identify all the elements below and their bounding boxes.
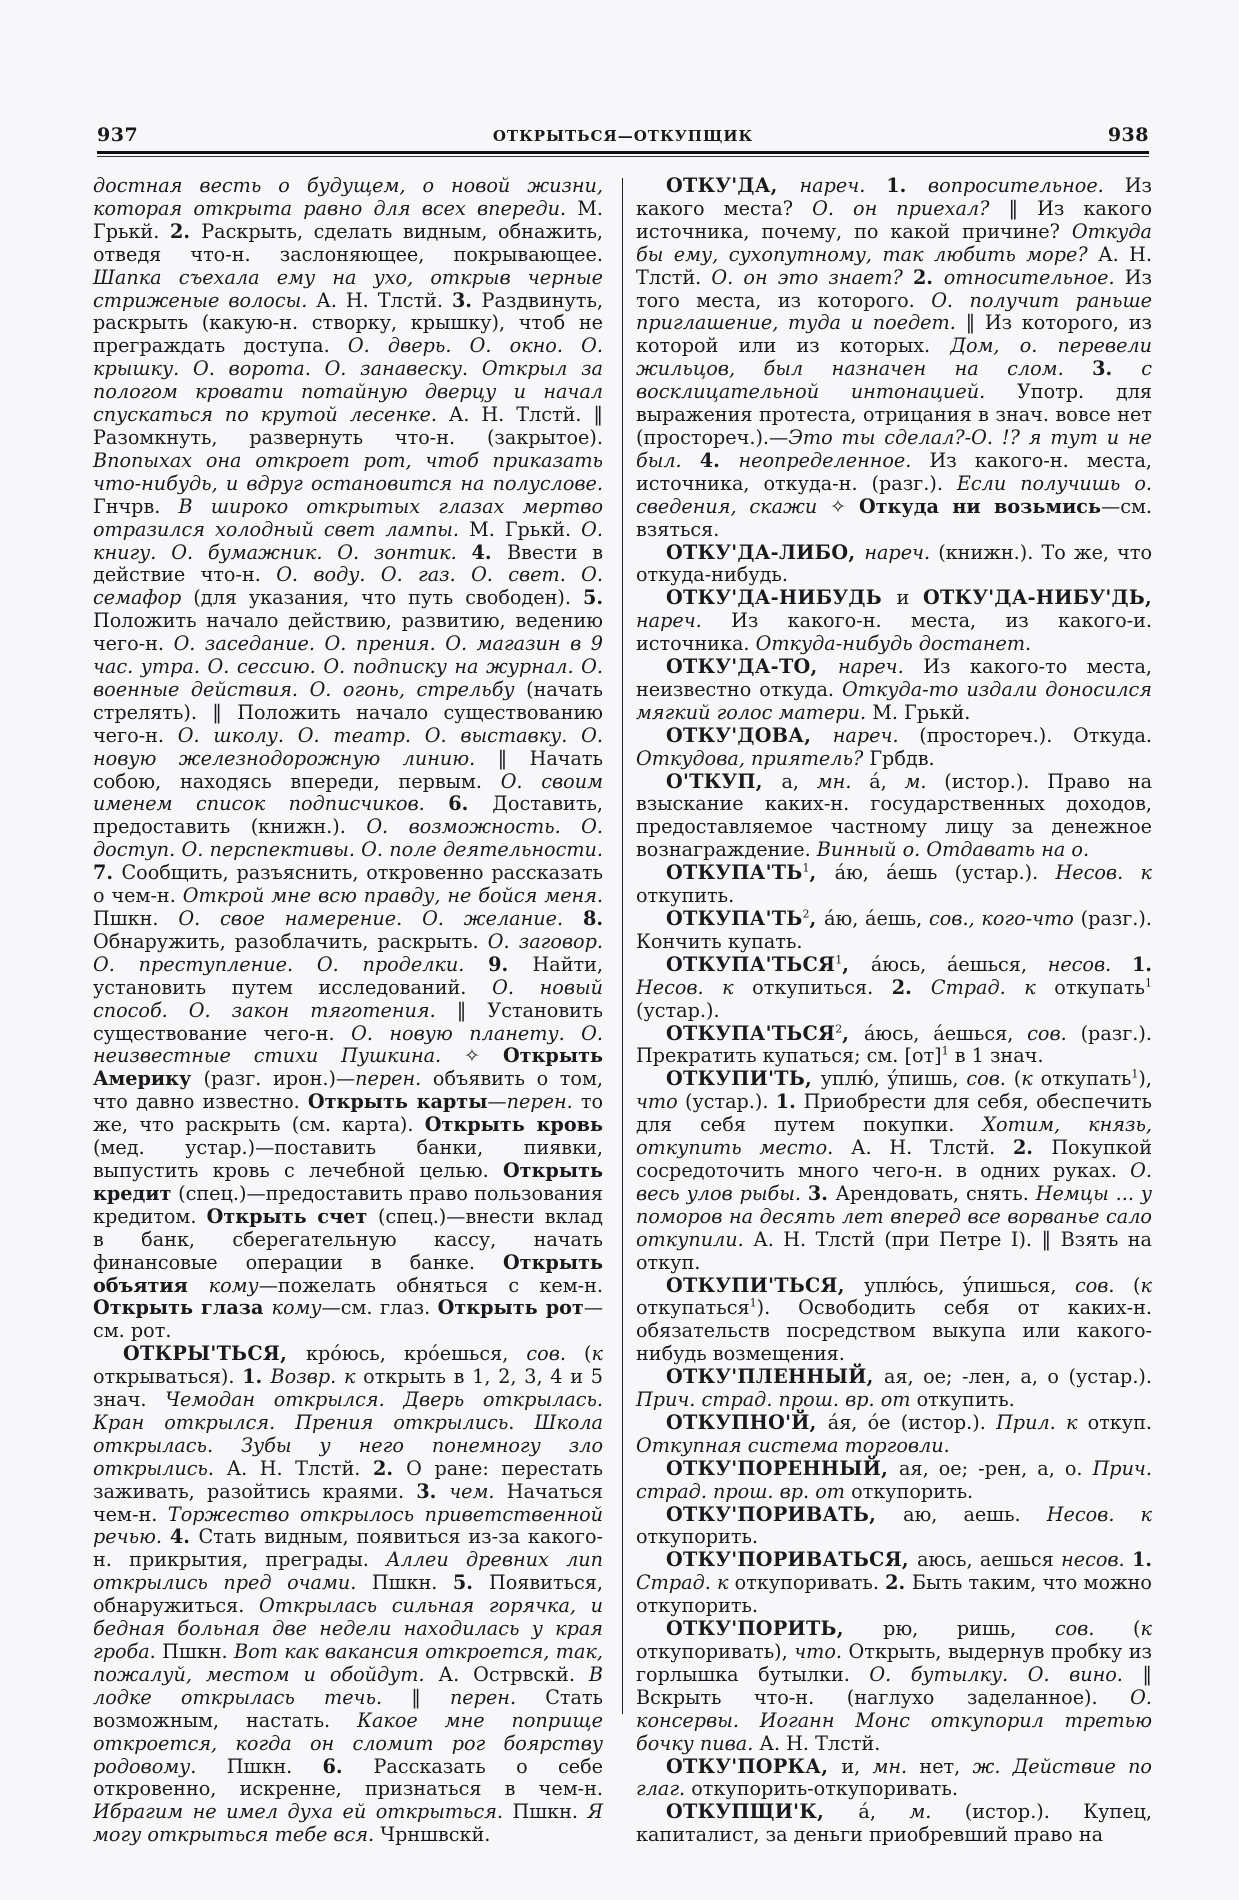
text: Употр. для выражения протеста, отрицания в знач. вовсе нет (простореч.).—	[636, 380, 1152, 449]
italic-text: нареч.	[799, 174, 887, 197]
italic-text: достная весть о будущем, о новой жизни, которая открыта равно для всех впереди.	[93, 174, 603, 220]
italic-text: Я могу открыться тебе вся.	[93, 1800, 603, 1847]
dictionary-entry	[636, 1504, 1152, 1550]
text: Покупкой сосредоточить много чего-н. в одних руках.	[636, 1136, 1153, 1182]
text: а,	[781, 769, 817, 793]
text: (устар.).	[636, 998, 720, 1022]
bold-text: 8.	[582, 907, 603, 930]
headword: ОТКУ'ПОРКА,	[666, 1754, 842, 1778]
bold-text: 1.	[1131, 952, 1152, 976]
italic-text: Несов. к	[1046, 1502, 1153, 1526]
text: откуп.	[1087, 1410, 1152, 1434]
text: М. Грькй.	[872, 700, 971, 724]
text: Приобрести для себя, обеспечить для себя путем покупки.	[636, 1090, 1152, 1137]
italic-text: Если получишь о. сведения, скажи	[636, 471, 1152, 518]
italic-text: Прич. страд. прош. вр. от	[636, 1388, 917, 1412]
text: ая, ое; -лен, а, о (устар.).	[884, 1365, 1152, 1389]
text: —	[487, 1090, 507, 1114]
headword: ОТКУПИ'ТЬСЯ,	[666, 1273, 865, 1297]
bold-text: 1.	[886, 174, 928, 197]
italic-text: О. своим именем список подписчиков.	[93, 769, 603, 816]
italic-text: Немцы ... у поморов на десять лет вперед все ворванье сало откупили.	[636, 1181, 1152, 1251]
italic-text: Торжество открылось приветственной речью.	[93, 1502, 603, 1549]
italic-text: Несов. к	[636, 975, 753, 999]
italic-text: Откуда-нибудь достанет.	[755, 632, 1032, 656]
page-number-right: 938	[1107, 124, 1149, 146]
headword: ОТКУ'ДОВА,	[666, 723, 833, 747]
text: Рассказать о себе откровенно, искренне, признаться в чем-н.	[93, 1754, 603, 1801]
bold-text: Открыть счет	[206, 1204, 378, 1228]
bold-text: Откуда ни возьмись	[858, 494, 1102, 518]
italic-text: Чемодан открылся. Дверь открылась. Кран открылся. Прения открылись. Школа открылась. Зубы у него понемногу зло открылись.	[93, 1388, 603, 1480]
text: Из какого-н. места, из какого-и. источника.	[636, 609, 1152, 656]
italic-text: Шапка съехала ему на ухо, открыв черные стриженые волосы.	[93, 265, 603, 312]
bold-text: Открыть рот	[437, 1296, 584, 1320]
text: А. Н. Тлстй (при Петре I). ‖ Взять на откуп.	[636, 1227, 1152, 1274]
text: уплю́, ýпишь,	[820, 1067, 967, 1091]
text: откупать	[1040, 1067, 1132, 1091]
headword: ,	[809, 861, 835, 885]
italic-text: Это ты сделал?-О. !? я тут и не был.	[636, 425, 1152, 472]
text: —см. взяться.	[636, 494, 1152, 541]
text: (разг. ирон.)—	[203, 1067, 356, 1091]
text: ),	[1138, 1067, 1152, 1091]
italic-text: О. консервы. Иоганн Монс откупорил третью бочку пива.	[636, 1685, 1152, 1755]
bold-text: 1.	[775, 1090, 804, 1114]
text: (для указания, что путь свободен).	[193, 586, 583, 610]
italic-text: О. свое намерение. О. желание.	[178, 907, 583, 930]
text: откупить.	[636, 884, 735, 908]
text: —см. глаз.	[321, 1296, 438, 1320]
text: М. Грькй.	[93, 196, 603, 243]
bold-text: 2.	[169, 219, 202, 243]
text: áюсь, áешься,	[863, 1021, 1028, 1045]
text: (	[1013, 1067, 1022, 1091]
text: рю, ришь,	[883, 1617, 1055, 1641]
text: А. Н. Тлстй.	[226, 1456, 373, 1480]
entry-continuation	[93, 175, 603, 1343]
headword: ОТКУ'ПОРЕННЫЙ,	[666, 1456, 900, 1480]
text: ая, ое; -рен, а, о.	[899, 1456, 1093, 1480]
bold-text: 1.	[1131, 1548, 1152, 1572]
italic-text: несов.	[1047, 952, 1132, 976]
italic-text: что	[636, 1090, 685, 1114]
headword: ОТКУПЩИ'К,	[666, 1800, 859, 1824]
column-divider	[622, 178, 623, 1714]
dictionary-entry	[636, 1023, 1152, 1069]
text: ‖ Из которого, из которой или из которых.	[636, 311, 1153, 358]
italic-text: Страд. к	[636, 1571, 735, 1595]
text: крóюсь, крóешься,	[306, 1342, 527, 1366]
dictionary-entry	[636, 175, 1152, 542]
italic-text: О. дверь. О. окно. О. крышку. О. ворота. О. занавеску. Открыл за пологом кровати потайную дверцу и начал спускаться по крутой лесенке.	[93, 334, 603, 427]
italic-text: Откудова, приятель?	[636, 746, 870, 770]
italic-text: нареч.	[837, 655, 924, 679]
italic-text: перен.	[355, 1067, 433, 1091]
bold-text: Открыть объятия	[93, 1250, 603, 1297]
italic-text: Несов. к	[1055, 861, 1152, 885]
text: уплю́сь, ýпишься,	[864, 1273, 1075, 1297]
text: (разг.). Прекратить купаться; см. [от]	[636, 1021, 1152, 1068]
text: Положить начало действию, развитию, ведению чего-н.	[93, 609, 603, 656]
text: и,	[841, 1754, 873, 1778]
text: А. Н. Тлстй.	[759, 1731, 881, 1755]
bold-text: Открыть Америку	[93, 1044, 603, 1091]
headword: ОТКУПА'ТЬ	[666, 907, 803, 930]
headword: ОТКУ'ПОРИВАТЬСЯ,	[666, 1548, 918, 1572]
text: ✧	[830, 494, 859, 518]
italic-text: Прил. к	[996, 1410, 1088, 1434]
italic-text: относительное.	[943, 265, 1125, 289]
bold-text: 2.	[885, 1571, 912, 1595]
text: аюсь, аешься	[917, 1548, 1062, 1572]
dictionary-entry	[636, 954, 1152, 1023]
headword: ОТКУ'ДА-НИБУДЬ	[666, 586, 897, 610]
italic-text: мн.	[816, 769, 870, 793]
bold-text: 2.	[1012, 1136, 1052, 1160]
italic-text: Открой мне всю правду, не бойся меня.	[182, 884, 603, 908]
text: открываться).	[93, 1365, 243, 1389]
italic-text: Дом, о. перевели жильцов, был назначен на слом.	[636, 334, 1152, 381]
italic-text: Откуда-то издали доносился мягкий голос матери.	[636, 677, 1152, 724]
dictionary-entry	[636, 1618, 1152, 1755]
text: Гнчрв.	[93, 494, 179, 518]
text: Быть таким, что можно откупорить.	[636, 1571, 1152, 1618]
bold-text: 4.	[169, 1525, 199, 1549]
headword: ОТКУПА'ТЬ	[666, 861, 803, 885]
italic-text: Ибрагим не имел духа ей открыться.	[93, 1800, 513, 1824]
text: и	[896, 586, 923, 610]
text: (спец.)—внести вклад в банк, сберегательную кассу, начать финансовые операции в банке.	[93, 1204, 603, 1274]
bold-text: 4.	[699, 448, 739, 472]
text: (устар.).	[684, 1090, 776, 1114]
italic-text: В лодке открылась течь.	[93, 1662, 603, 1709]
headword: ОТКУ'ДА-ЛИБО,	[666, 540, 865, 564]
dictionary-entry	[93, 1343, 603, 1847]
bold-text: 4.	[471, 540, 507, 564]
text: (	[1133, 1617, 1141, 1641]
superscript-index: 1	[835, 953, 843, 967]
text: (мед. устар.)—поставить банки, пиявки, выпустить кровь с лечебной целью.	[93, 1136, 603, 1182]
header-rule-thick	[97, 151, 1149, 154]
text: откупиться.	[752, 975, 892, 999]
text: —см. рот.	[93, 1296, 603, 1343]
bold-text: 2.	[372, 1456, 407, 1480]
text: Арендовать, снять.	[835, 1181, 1036, 1205]
italic-text: м.	[904, 769, 945, 793]
text: Пшкн.	[93, 907, 179, 930]
text: ). Освободить себя от каких-н. обязательств посредством выкупа или какого-нибудь возмещения.	[636, 1296, 1152, 1366]
headword: ОТКУПА'ТЬСЯ	[666, 952, 836, 976]
italic-text: О. школу. О. театр. О. выставку. О. новую железнодорожную линию.	[93, 723, 603, 770]
dictionary-entry	[636, 1412, 1152, 1458]
headword: О'ТКУП,	[666, 769, 782, 793]
text: откупоривать.	[734, 1571, 886, 1595]
dictionary-entry	[636, 908, 1152, 954]
italic-text: нареч.	[636, 609, 732, 633]
text: объявить о том, что давно известно.	[93, 1067, 603, 1114]
bold-text: 7.	[93, 861, 122, 885]
text: (	[1133, 1273, 1141, 1297]
text: Сообщить, разъяснить, откровенно рассказать о чем-н.	[93, 861, 604, 908]
text: откупать	[1054, 975, 1146, 999]
dictionary-entry	[636, 862, 1152, 908]
text: (	[584, 1342, 592, 1366]
text: (истор.). Право на взыскание каких-н. государственных доходов, предоставляемое частному лицу за денежное вознаграждение.	[636, 769, 1153, 862]
headword: ОТКУ'ПОРИВАТЬ,	[666, 1502, 904, 1526]
italic-text: Страд. к	[930, 975, 1055, 999]
text: А. Н. Тлстй. ‖ Разомкнуть, развернуть что-н. (закрытое).	[93, 403, 603, 449]
headword: ,	[842, 1021, 864, 1045]
text: Найти, установить путем исследований.	[93, 952, 603, 999]
superscript-index: 1	[1131, 1067, 1139, 1081]
text: Доставить, предоставить (книжн.).	[93, 792, 603, 839]
text: открыть в 1, 2, 3, 4 и 5 знач.	[93, 1365, 603, 1412]
bold-text: 3.	[451, 288, 482, 312]
superscript-index: 2	[802, 907, 810, 921]
italic-text: О. книгу. О. бумажник. О. зонтик.	[93, 517, 603, 564]
text: Появиться, обнаружиться.	[93, 1571, 603, 1618]
header-rule-thin	[97, 156, 1149, 157]
text: Из какого-н. места, источника, откуда-н. (разг.).	[636, 448, 1152, 495]
dictionary-entry	[636, 1275, 1152, 1367]
italic-text: Открылась сильная горячка, и бедная больная две недели находилась у края гроба.	[93, 1594, 603, 1663]
italic-text: О. возможность. О. доступ. О. перспективы. О. поле деятельности.	[93, 815, 603, 862]
italic-text: Прич. страд. прош. вр. от	[636, 1456, 1152, 1503]
italic-text: что.	[794, 1640, 849, 1663]
text: Раздвинуть, раскрыть (какую-н. створку, крышку), чтоб не преграждать доступа.	[93, 288, 603, 358]
italic-text: сов.	[1027, 1021, 1081, 1045]
dictionary-entry	[636, 1458, 1152, 1504]
superscript-index: 1	[941, 1045, 949, 1059]
text: откупорить.	[851, 1479, 974, 1503]
left-column	[93, 175, 603, 1847]
text: ✧	[464, 1044, 503, 1068]
text: Стать возможным, настать.	[93, 1685, 603, 1732]
text: Грбдв.	[869, 746, 935, 770]
page-number-left: 937	[97, 124, 139, 146]
italic-text: О. получит раньше приглашение, туда и поедет.	[636, 288, 1152, 335]
italic-text: Откуда бы ему, сухопутному, так любить море?	[636, 219, 1152, 266]
text: Ввести в действие что-н.	[93, 540, 604, 587]
headword: ОТКУ'ПОРИТЬ,	[666, 1617, 884, 1641]
italic-text: к	[1021, 1067, 1041, 1091]
italic-text: нареч.	[832, 723, 920, 747]
italic-text: сов.	[966, 1067, 1014, 1091]
headword: ОТКУ'ДА-ТО,	[666, 655, 838, 679]
superscript-index: 2	[835, 1022, 843, 1036]
dictionary-entry	[636, 1549, 1152, 1618]
text: (книжн.). То же, что откуда-нибудь.	[636, 540, 1152, 587]
italic-text: перен.	[449, 1685, 546, 1709]
italic-text: Винный о. Отдавать на о.	[816, 838, 1090, 862]
text: ‖ Вскрыть что-н. (наглухо заделанное).	[636, 1662, 1152, 1709]
bold-text: 9.	[488, 952, 533, 976]
text: Чрншвскй.	[380, 1823, 491, 1847]
headword: ОТКУПА'ТЬСЯ	[666, 1021, 836, 1045]
headword: ОТКУ'ДА-НИБУ'ДЬ,	[922, 586, 1153, 610]
bold-text: Открыть кредит	[93, 1158, 603, 1205]
text: Пшкн.	[162, 1640, 234, 1663]
text: откупорить.	[636, 1525, 759, 1549]
text: аю, аешь.	[903, 1502, 1047, 1526]
text: áю, áешь (устар.).	[834, 861, 1056, 885]
right-column	[636, 175, 1152, 1847]
text: А. Н. Тлстй.	[851, 1136, 1013, 1160]
superscript-index: 1	[802, 861, 810, 875]
bold-text: 6.	[448, 792, 493, 816]
italic-text: несов.	[1061, 1548, 1132, 1572]
bold-text: 5.	[452, 1571, 489, 1595]
text: Раскрыть, сделать видным, обнажить, отведя что-н. заслоняющее, покрывающее.	[93, 219, 603, 266]
text: Из того места, из которого.	[636, 265, 1152, 312]
text: Обнаружить, разоблачить, раскрыть.	[93, 929, 488, 953]
italic-text: О. он приехал?	[812, 196, 1009, 220]
headword: ,	[809, 907, 825, 930]
bold-text: Открыть глаза	[93, 1296, 272, 1320]
bold-text: 5.	[582, 586, 604, 610]
text: в 1 знач.	[948, 1044, 1044, 1068]
superscript-index: 1	[1145, 976, 1153, 990]
italic-text: Хотим, князь, откупить место.	[636, 1113, 1152, 1160]
italic-text: к	[1140, 1617, 1152, 1641]
italic-text: Впопыхах она откроет рот, чтоб приказать что-нибудь, и вдруг остановится на полуслове.	[93, 448, 603, 495]
bold-text: 3.	[807, 1181, 836, 1205]
italic-text: О. заседание. О. прения. О. магазин в 9 час. утра. О. сессию. О. подписку на журнал. О. военные действия. О. огонь, стрельбу	[93, 632, 603, 701]
text: Пшкн.	[512, 1800, 588, 1824]
bold-text: 6.	[322, 1754, 374, 1778]
italic-text: сов., кого-что	[928, 907, 1081, 930]
italic-text: Откупная система торговли.	[636, 1433, 950, 1457]
italic-text: кому	[208, 1273, 259, 1297]
headword: ОТКУПНО'Й,	[666, 1410, 828, 1434]
dictionary-entry	[636, 656, 1152, 725]
bold-text: 1.	[242, 1365, 271, 1389]
italic-text: О. весь улов рыбы.	[636, 1158, 1152, 1205]
bold-text: Открыть кровь	[424, 1113, 603, 1137]
bold-text: Открыть карты	[307, 1090, 488, 1114]
text: откупорить-откупоривать.	[691, 1777, 958, 1801]
text: ‖	[411, 1685, 450, 1709]
text: (разг.). Кончить купать.	[636, 907, 1152, 953]
dictionary-entry	[636, 1801, 1152, 1847]
text: Начаться чем-н.	[93, 1479, 603, 1526]
text: áя, óе (истор.).	[827, 1410, 997, 1434]
text: áю, áешь,	[824, 907, 929, 930]
italic-text: Возвр. к	[270, 1365, 364, 1389]
text: А. Острвскй.	[438, 1662, 589, 1686]
italic-text: мн.	[872, 1754, 920, 1778]
italic-text: О. бутылку. О. вино.	[869, 1662, 1143, 1686]
dictionary-entry	[636, 587, 1152, 656]
italic-text: сов.	[1074, 1273, 1134, 1297]
text: —пожелать обняться с кем-н.	[258, 1273, 604, 1297]
text: ‖ Начать собою, находясь впереди, первым.	[93, 746, 603, 793]
headword: ,	[842, 952, 871, 976]
text: Стать видным, появиться из-за какого-н. прикрытия, преграды.	[93, 1525, 603, 1572]
text: ‖ Из какого источника, почему, по какой причине?	[636, 196, 1153, 243]
italic-text: кому	[271, 1296, 322, 1320]
italic-text: сов.	[526, 1342, 585, 1366]
italic-text: О. заговор. О. преступление. О. проделки.	[93, 929, 603, 976]
headword: ОТКУ'ДА,	[666, 174, 800, 197]
text: М. Грькй.	[469, 517, 582, 541]
text: О ране: перестать заживать, разойтись краями.	[93, 1456, 603, 1503]
dictionary-entry	[636, 1068, 1152, 1274]
text: ‖ Установить существование чего-н.	[93, 998, 603, 1045]
text: то же, что раскрыть (см. карта).	[93, 1090, 603, 1137]
text: Открыть, выдернув пробку из горлышка бутылки.	[636, 1640, 1153, 1686]
dictionary-entry	[636, 1366, 1152, 1412]
dictionary-entry	[636, 542, 1152, 588]
text: откупоривать),	[636, 1640, 795, 1663]
italic-text: Аллеи древних лип открылись пред очами.	[93, 1548, 603, 1595]
italic-text: Вот как вакансия откроется, так, пожалуй, местом и обойдут.	[93, 1640, 603, 1686]
italic-text: чем.	[449, 1479, 507, 1503]
headword: ОТКРЫ'ТЬСЯ,	[123, 1342, 307, 1366]
italic-text: с восклицательной интонацией.	[636, 357, 1152, 404]
italic-text: перен.	[506, 1090, 581, 1114]
text: откупить.	[916, 1388, 1015, 1412]
italic-text: Какое мне поприще откроется, когда он сломит рог боярству родовому.	[93, 1708, 603, 1778]
italic-text: к	[591, 1342, 603, 1366]
text: Пшкн.	[371, 1571, 453, 1595]
italic-text: О. новый способ. О. закон тяготения.	[93, 975, 603, 1022]
running-head: ОТКРЫТЬСЯ—ОТКУПЩИК	[492, 127, 754, 145]
text: откупаться	[636, 1296, 750, 1320]
text: Из какого места?	[636, 174, 1152, 220]
text: (начать стрелять). ‖ Положить начало существованию чего-н.	[93, 677, 603, 747]
dictionary-entry	[636, 1756, 1152, 1802]
text: Из какого-то места, неизвестно откуда.	[636, 655, 1152, 701]
italic-text: к	[1140, 1273, 1152, 1297]
text: А. Н. Тлстй.	[636, 242, 1153, 289]
text: (спец.)—предоставить право пользования кредитом.	[93, 1181, 603, 1228]
text: (простореч.). Откуда.	[919, 723, 1153, 747]
headword: ОТКУПИ'ТЬ,	[666, 1067, 821, 1091]
bold-text: 2.	[891, 975, 931, 999]
superscript-index: 1	[749, 1297, 757, 1311]
italic-text: О. он это знает?	[711, 265, 913, 289]
bold-text: 3.	[1092, 357, 1142, 381]
bold-text: 2.	[912, 265, 944, 289]
italic-text: сов.	[1054, 1617, 1134, 1641]
text: А. Н. Тлстй.	[316, 288, 452, 312]
italic-text: м.	[909, 1800, 965, 1824]
italic-text: О. воду. О. газ. О. свет. О. семафор	[93, 563, 604, 610]
italic-text: ж. Действие по глаг.	[636, 1754, 1152, 1801]
text: á,	[869, 769, 905, 793]
text: á,	[858, 1800, 910, 1824]
italic-text: О. новую планету. О. неизвестные стихи Пушкина.	[93, 1021, 603, 1068]
italic-text: нареч.	[864, 540, 939, 564]
italic-text: В широко открытых глазах мертво отразился холодный свет лампы.	[93, 494, 604, 541]
bold-text: 3.	[416, 1479, 450, 1503]
text: Пшкн.	[226, 1754, 323, 1778]
text: (истор.). Купец, капиталист, за деньги приобревший право на	[636, 1800, 1152, 1847]
text: нет,	[919, 1754, 973, 1778]
headword: ОТКУ'ПЛЕННЫЙ,	[666, 1365, 884, 1389]
italic-text: неопределенное.	[738, 448, 930, 472]
dictionary-entry	[636, 771, 1152, 863]
italic-text: вопросительное.	[927, 174, 1125, 197]
dictionary-entry	[636, 725, 1152, 771]
text: áюсь, áешься,	[870, 952, 1048, 976]
